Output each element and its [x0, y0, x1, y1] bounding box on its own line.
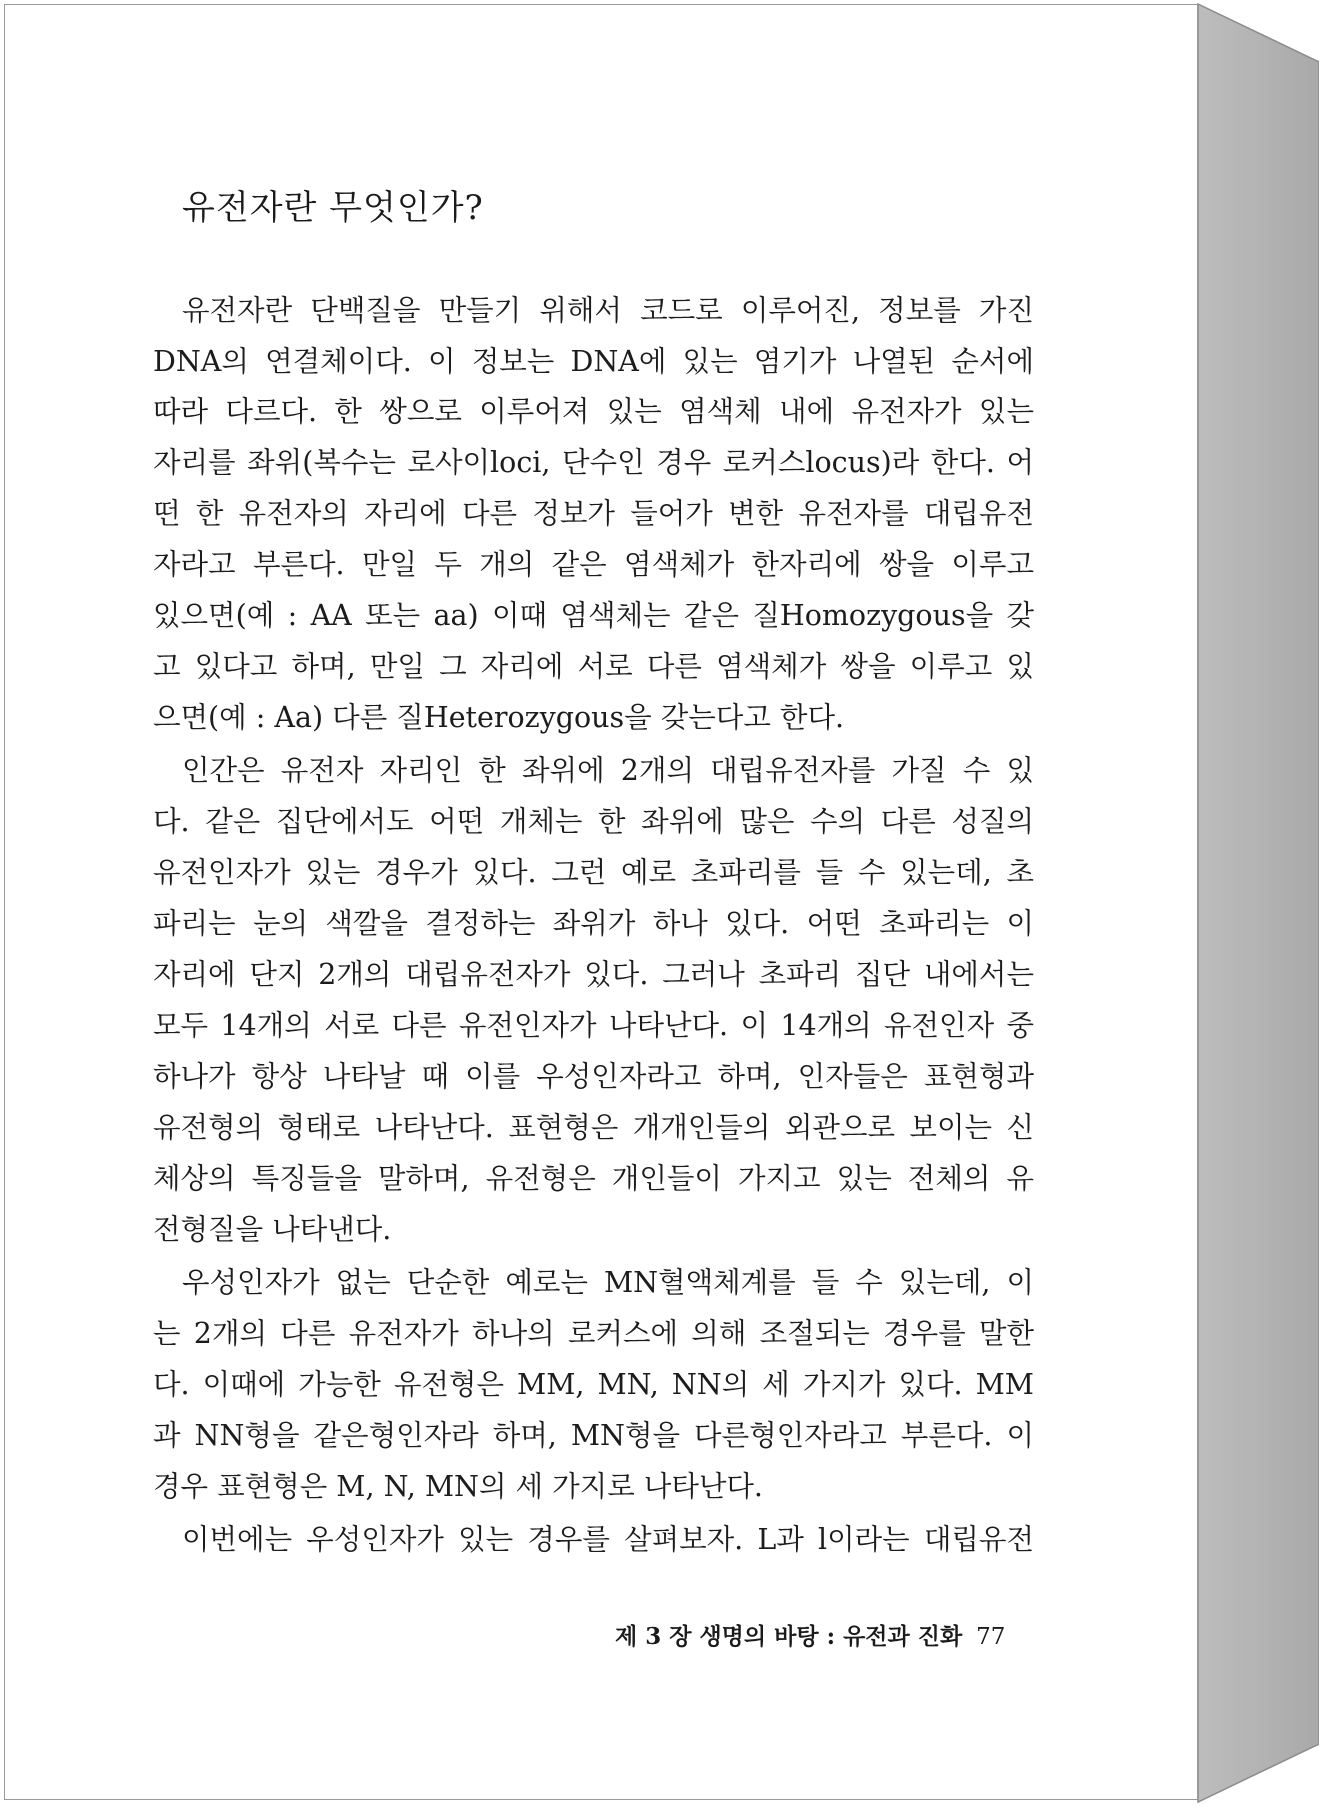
text-line: 유전인자가 있는 경우가 있다. 그런 예로 초파리를 들 수 있는데, 초: [153, 856, 1034, 889]
text-line: 고 있다고 하며, 만일 그 자리에 서로 다른 염색체가 쌍을 이루고 있: [153, 650, 1034, 683]
text-line: 유전형의 형태로 나타난다. 표현형은 개개인들의 외관으로 보이는 신: [153, 1111, 1034, 1144]
text-line: 모두 14개의 서로 다른 유전인자가 나타난다. 이 14개의 유전인자 중: [153, 1009, 1034, 1042]
text-line: 으면(예 : Aa) 다른 질Heterozygous을 갖는다고 한다.: [153, 701, 845, 734]
text-line: 다. 같은 집단에서도 어떤 개체는 한 좌위에 많은 수의 다른 성질의: [153, 805, 1034, 838]
text-line: 체상의 특징들을 말하며, 유전형은 개인들이 가지고 있는 전체의 유: [153, 1162, 1034, 1195]
text-line: 이번에는 우성인자가 있는 경우를 살펴보자. L과 l이라는 대립유전: [182, 1523, 1034, 1556]
text-line: 파리는 눈의 색깔을 결정하는 좌위가 하나 있다. 어떤 초파리는 이: [153, 907, 1034, 940]
text-line: 자리에 단지 2개의 대립유전자가 있다. 그러나 초파리 집단 내에서는: [153, 958, 1034, 991]
page-number: 77: [976, 1624, 1006, 1650]
section-heading: 유전자란 무엇인가?: [182, 188, 484, 228]
text-line: 따라 다르다. 한 쌍으로 이루어져 있는 염색체 내에 유전자가 있는: [153, 395, 1034, 428]
text-line: 자리를 좌위(복수는 로사이loci, 단수인 경우 로커스locus)라 한다. 어: [153, 446, 1034, 479]
text-line: 있으면(예 : AA 또는 aa) 이때 염색체는 같은 질Homozygous을 갖: [153, 599, 1034, 632]
text-line: 우성인자가 없는 단순한 예로는 MN혈액체계를 들 수 있는데, 이: [182, 1266, 1034, 1299]
text-line: 유전자란 단백질을 만들기 위해서 코드로 이루어진, 정보를 가진: [182, 294, 1034, 327]
text-line: 과 NN형을 같은형인자라 하며, MN형을 다른형인자라고 부른다. 이: [153, 1419, 1034, 1452]
text-line: 는 2개의 다른 유전자가 하나의 로커스에 의해 조절되는 경우를 말한: [153, 1317, 1034, 1350]
text-line: 떤 한 유전자의 자리에 다른 정보가 들어가 변한 유전자를 대립유전: [153, 497, 1034, 530]
text-line: 다. 이때에 가능한 유전형은 MM, MN, NN의 세 가지가 있다. MM: [153, 1368, 1034, 1401]
text-line: 경우 표현형은 M, N, MN의 세 가지로 나타난다.: [153, 1470, 763, 1503]
text-line: DNA의 연결체이다. 이 정보는 DNA에 있는 염기가 나열된 순서에: [153, 345, 1034, 378]
running-footer: [615, 1618, 1005, 1651]
text-line: 자라고 부른다. 만일 두 개의 같은 염색체가 한자리에 쌍을 이루고: [153, 548, 1034, 581]
text-line: 하나가 항상 나타날 때 이를 우성인자라고 하며, 인자들은 표현형과: [153, 1060, 1034, 1093]
chapter-title: 제 3 장 생명의 바탕 : 유전과 진화: [615, 1623, 963, 1650]
text-line: 인간은 유전자 자리인 한 좌위에 2개의 대립유전자를 가질 수 있: [182, 754, 1034, 787]
text-line: 전형질을 나타낸다.: [153, 1213, 392, 1246]
